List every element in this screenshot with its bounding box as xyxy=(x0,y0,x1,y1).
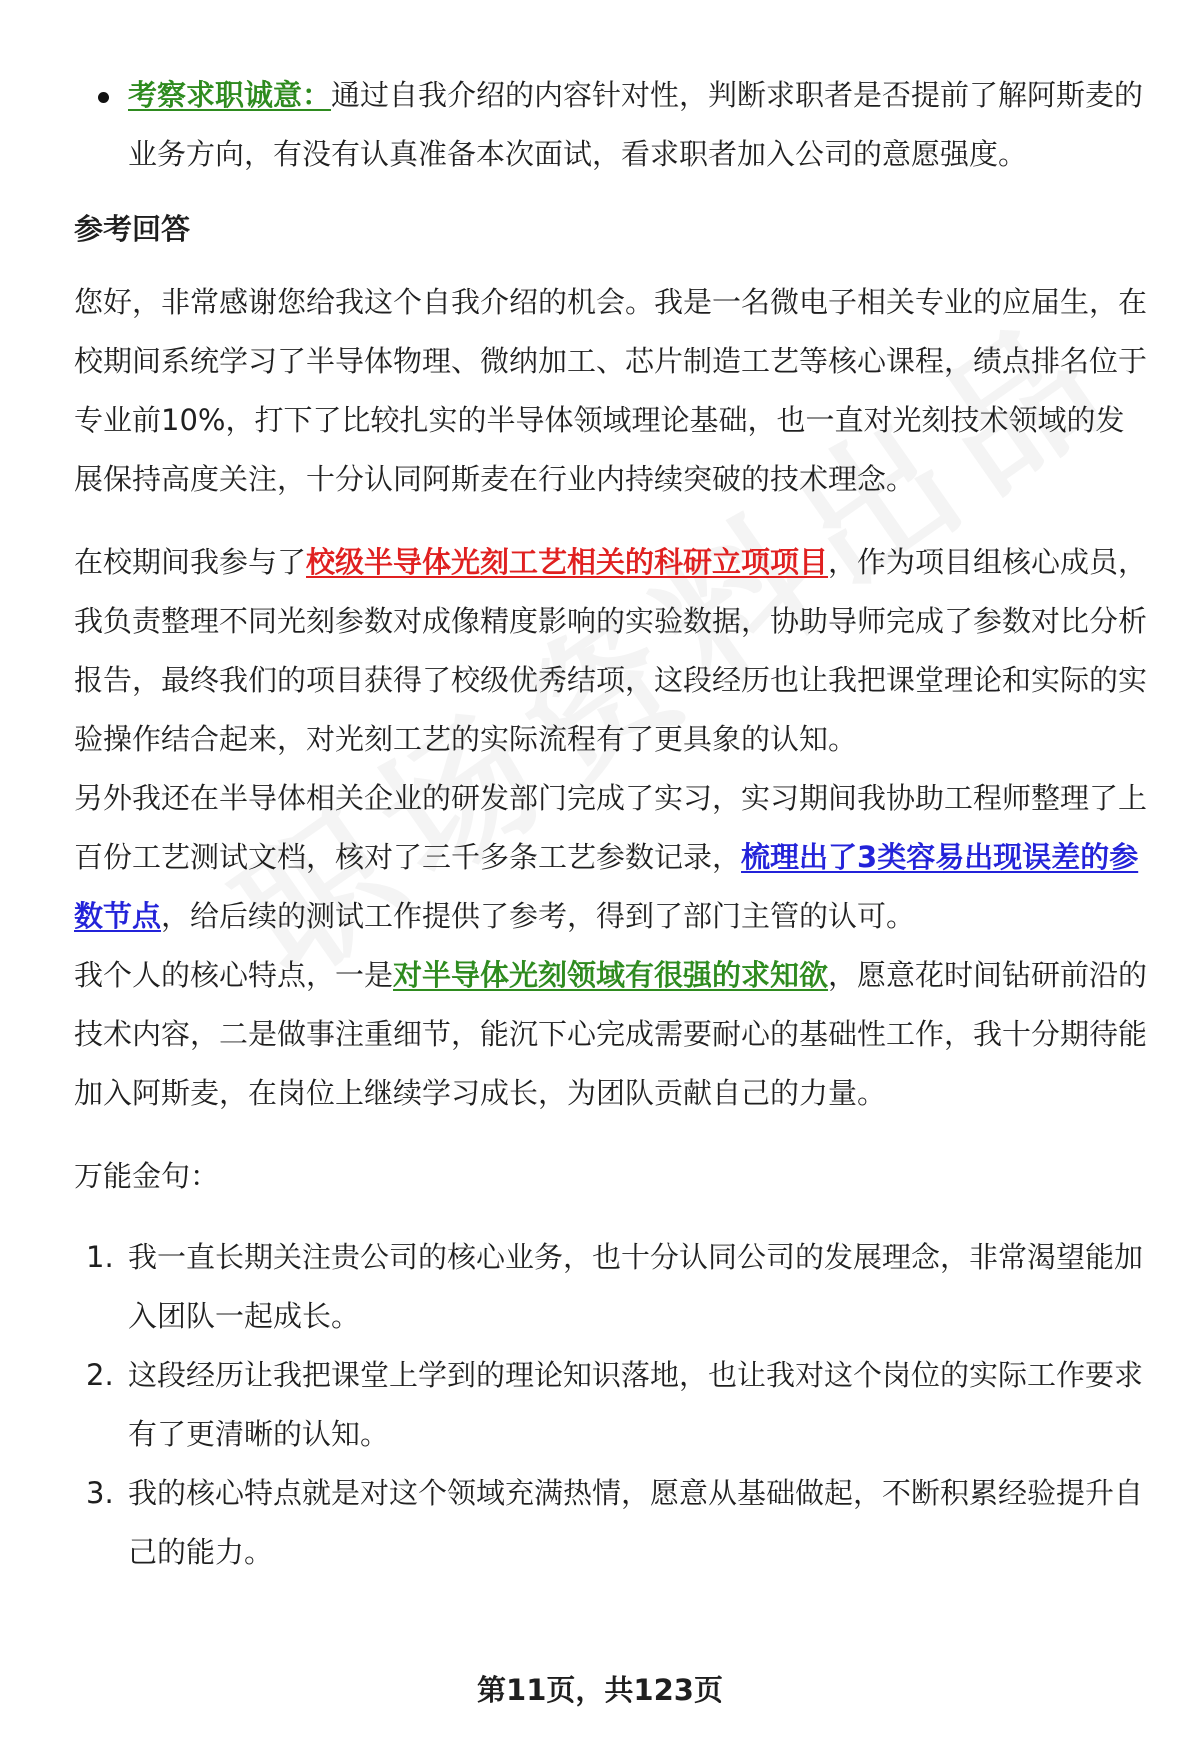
paragraph-project xyxy=(74,533,1152,769)
list-item-number: 2. xyxy=(86,1358,114,1392)
paragraph-traits-before: 我个人的核心特点，一是 xyxy=(74,958,394,992)
paragraph-internship-before: 另外我还在半导体相关企业的研发部门完成了实习，实习期间我协助工程师整理了上百份工艺测试文档，核对了三千多条工艺参数记录， xyxy=(74,781,1148,874)
golden-sentences-heading: 万能金句： xyxy=(74,1159,220,1193)
highlight-internship: 梳理出了3类容易出现误差的参数节点 xyxy=(74,840,1139,933)
paragraph-internship xyxy=(74,769,1152,946)
list-item xyxy=(74,1464,1152,1582)
list-item-text: 这段经历让我把课堂上学到的理论知识落地，也让我对这个岗位的实际工作要求有了更清晰的认知。 xyxy=(128,1358,1144,1451)
list-item-number: 3. xyxy=(86,1476,114,1510)
bullet-text: 通过自我介绍的内容针对性，判断求职者是否提前了解阿斯麦的业务方向，有没有认真准备本次面试，看求职者加入公司的意愿强度。 xyxy=(128,78,1144,171)
bullet-item-sincerity xyxy=(74,66,1152,184)
list-item-number: 1. xyxy=(86,1240,114,1274)
list-item-text: 我的核心特点就是对这个领域充满热情，愿意从基础做起，不断积累经验提升自己的能力。 xyxy=(128,1476,1144,1569)
paragraph-traits-after: ，愿意花时间钻研前沿的技术内容，二是做事注重细节，能沉下心完成需要耐心的基础性工作，我十分期待能加入阿斯麦，在岗位上继续学习成长，为团队贡献自己的力量。 xyxy=(74,958,1148,1110)
document-content xyxy=(74,66,1152,1582)
highlight-traits: 对半导体光刻领域有很强的求知欲 xyxy=(393,958,829,992)
paragraph-project-after: ，作为项目组核心成员，我负责整理不同光刻参数对成像精度影响的实验数据，协助导师完成了参数对比分析报告，最终我们的项目获得了校级优秀结项，这段经历也让我把课堂理论和实际的实验操作结合起来，对光刻工艺的实际流程有了更具象的认知。 xyxy=(74,545,1148,756)
list-item xyxy=(74,1228,1152,1346)
paragraph-traits xyxy=(74,946,1152,1123)
reference-answer-heading: 参考回答 xyxy=(74,212,191,246)
paragraph-internship-after: ，给后续的测试工作提供了参考，得到了部门主管的认可。 xyxy=(161,899,916,933)
bullet-dot-icon xyxy=(98,92,109,103)
list-item-text: 我一直长期关注贵公司的核心业务，也十分认同公司的发展理念，非常渴望能加入团队一起成长。 xyxy=(128,1240,1144,1333)
paragraph-project-before: 在校期间我参与了 xyxy=(74,545,307,579)
list-item xyxy=(74,1346,1152,1464)
highlight-project: 校级半导体光刻工艺相关的科研立项项目 xyxy=(306,545,829,579)
bullet-label: 考察求职诚意： xyxy=(128,78,332,112)
paragraph-intro: 您好，非常感谢您给我这个自我介绍的机会。我是一名微电子相关专业的应届生，在校期间系统学习了半导体物理、微纳加工、芯片制造工艺等核心课程，绩点排名位于专业前10%，打下了比较扎实的半导体领域理论基础，也一直对光刻技术领域的发展保持高度关注，十分认同阿斯麦在行业内持续突破的技术理念。 xyxy=(74,285,1148,496)
page-footer: 第11页，共123页 xyxy=(477,1673,723,1707)
golden-sentences-list xyxy=(74,1228,1152,1582)
